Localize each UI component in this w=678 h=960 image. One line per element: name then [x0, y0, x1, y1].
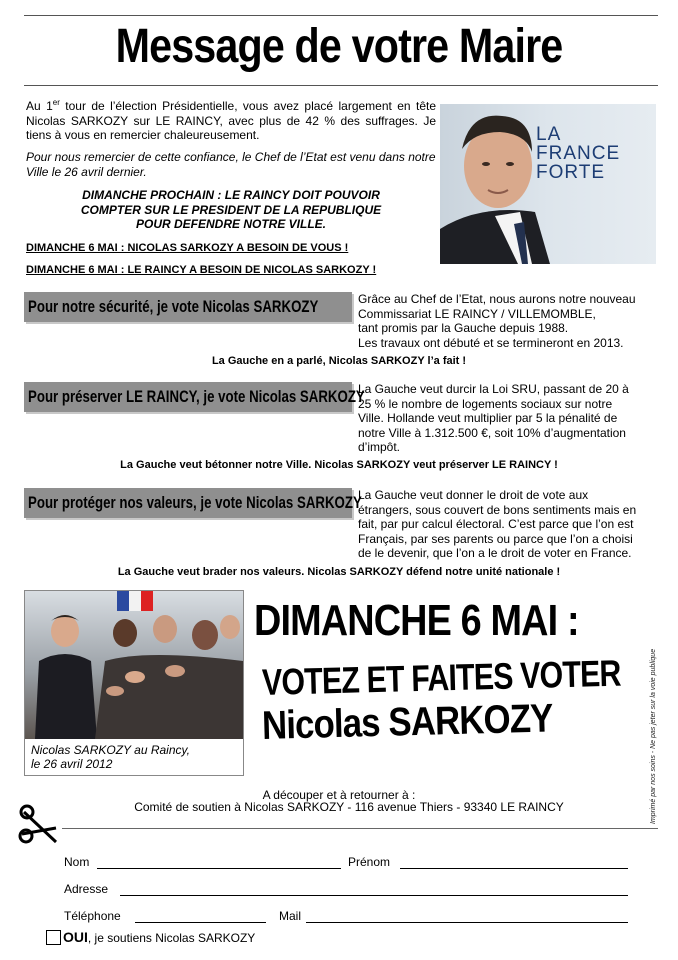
title-rule	[24, 85, 658, 86]
scissors-icon	[18, 804, 62, 850]
mail-label: Mail	[279, 909, 302, 923]
committee-address: Comité de soutien à Nicolas SARKOZY - 116 avenue Thiers - 93340 LE RAINCY	[134, 800, 564, 814]
prenom-label: Prénom	[348, 855, 391, 869]
crowd-illustration	[25, 591, 243, 739]
slogan: LA FRANCE FORTE	[536, 124, 621, 183]
telephone-label: Téléphone	[64, 909, 121, 923]
photo-caption: Nicolas SARKOZY au Raincy, le 26 avril 2012	[31, 743, 190, 771]
support-checkbox[interactable]	[46, 930, 61, 945]
section-conclusion-security: La Gauche en a parlé, Nicolas SARKOZY l’a fait !	[211, 355, 467, 367]
prenom-field[interactable]	[400, 868, 628, 869]
telephone-field[interactable]	[135, 922, 266, 923]
section-text-preserve: La Gauche veut durcir la Loi SRU, passant de 20 à 25 % le nombre de logements sociaux sur notre Ville. Hollande veut multiplier par 5 la pénalité de notre Ville à 1.312.500 €, soit 10% d’augmentation d’impôt.	[358, 382, 629, 454]
section-text-security: Grâce au Chef de l’Etat, nous aurons notre nouveau Commissariat LE RAINCY / VILLEMOMBLE, tant promis par la Gauche depuis 1988. Les travaux ont débuté et se termineront en 2013.	[358, 292, 636, 350]
support-label: OUI, je soutiens Nicolas SARKOZY	[63, 929, 256, 945]
section-heading-security: Pour notre sécurité, je vote Nicolas SARKOZY	[24, 292, 352, 322]
mail-field[interactable]	[306, 922, 628, 923]
adresse-label: Adresse	[64, 882, 109, 896]
vote-call-heading: VOTEZ ET FAITES VOTER	[261, 652, 622, 703]
section-heading-values: Pour protéger nos valeurs, je vote Nicolas SARKOZY	[24, 488, 352, 518]
page-title: Message de votre Maire	[115, 20, 563, 73]
section-heading-preserve: Pour préserver LE RAINCY, je vote Nicolas SARKOZY	[24, 382, 352, 412]
candidate-name-heading: Nicolas SARKOZY	[261, 696, 554, 748]
cut-instruction: A découper et à retourner à :	[262, 788, 416, 802]
intro-paragraph: Au 1er tour de l’élection Présidentielle, vous avez placé largement en tête Nicolas SARKOZY sur LE RAINCY, avec plus de 42 % des suffrages. Je tiens à vous en remercier chaleureusement.	[26, 98, 436, 142]
crowd-scene	[25, 591, 243, 739]
section-conclusion-values: La Gauche veut brader nos valeurs. Nicolas SARKOZY défend notre unité nationale !	[117, 566, 561, 578]
need-line-1: DIMANCHE 6 MAI : NICOLAS SARKOZY A BESOIN DE VOUS !	[26, 242, 349, 254]
need-line-2: DIMANCHE 6 MAI : LE RAINCY A BESOIN DE NICOLAS SARKOZY !	[26, 264, 377, 276]
nom-label: Nom	[64, 855, 90, 869]
section-conclusion-preserve: La Gauche veut bétonner notre Ville. Nicolas SARKOZY veut préserver LE RAINCY !	[120, 459, 558, 471]
cut-line	[62, 828, 658, 829]
intro-visit-paragraph: Pour nous remercier de cette confiance, le Chef de l’Etat est venu dans notre Ville le 26 avril dernier.	[26, 150, 436, 179]
legal-notice: Imprimé par nos soins - Ne pas jeter sur la voie publique	[650, 648, 657, 824]
crowd-photo	[24, 590, 244, 776]
section-text-values: La Gauche veut donner le droit de vote aux étrangers, sous couvert de bons sentiments mais en fait, par pur calcul électoral. C’est parce que l’on est Français, par ses parents ou parce que l’on a choisi de le devenir, que l’on a le droit de voter en France.	[358, 488, 637, 560]
campaign-poster-photo	[440, 104, 656, 264]
nom-field[interactable]	[97, 868, 341, 869]
adresse-field[interactable]	[120, 895, 628, 896]
top-rule	[24, 15, 658, 16]
call-to-action: DIMANCHE PROCHAIN : LE RAINCY DOIT POUVOIR COMPTER SUR LE PRESIDENT DE LA REPUBLIQUE POUR DEFENDRE NOTRE VILLE.	[80, 188, 382, 231]
vote-date-heading: DIMANCHE 6 MAI :	[254, 596, 579, 645]
